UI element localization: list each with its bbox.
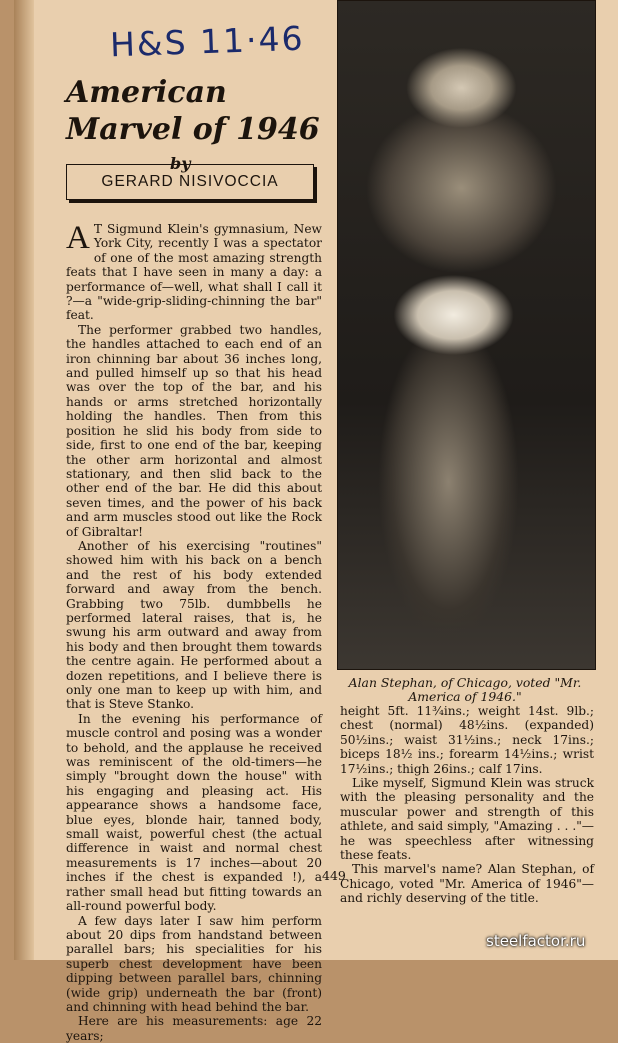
right-column [340,704,594,906]
paragraph: height 5ft. 11¾ins.; weight 14st. 9lb.; chest (normal) 48½ins. (expanded) 50½ins.; waist 31½ins.; neck 17ins.; biceps 18½ ins.; forearm 14½ins.; wrist 17½ins.; thigh 26ins.; calf 17ins. [340,704,594,776]
handwritten-note: H&S 11·46 [109,18,306,65]
paragraph: In the evening his performance of muscle control and posing was a wonder to behold, and the applause he received was reminiscent of the old-timers—he simply "brought down the house" with his engaging and pleasing act. His appearance shows a handsome face, blue eyes, blonde hair, tanned body, small waist, powerful chest (the actual difference in waist and normal chest measurements is 17 inches—about 20 inches if the chest is expanded !), a rather small head but fitting towards an all-round powerful body. [66,711,322,914]
bodybuilder-photo [337,0,596,670]
page-gutter-shadow [14,0,34,960]
paragraph: The performer grabbed two handles, the handles attached to each end of an iron chinning bar about 36 inches long, and pulled himself up so that his head was over the top of the bar, and his hands or arms stretched horizontally holding the handles. Then from this position he slid his body from side to side, first to one end of the bar, keeping the other arm horizontal and almost stationary, and then slid back to the other end of the bar. He did this about seven times, and the power of his back and arm muscles stood out like the Rock of Gibraltar! [66,322,322,539]
page-number: 449 [322,868,346,883]
photo-caption: Alan Stephan, of Chicago, voted "Mr. America of 1946." [348,675,582,704]
drop-cap: A [66,220,90,256]
author-name: GERARD NISIVOCCIA [101,173,279,190]
left-column [66,222,322,1043]
article-title: American Marvel of 1946 [66,75,320,147]
paragraph: A few days later I saw him perform about 20 dips from handstand between parallel bars; his specialities for his superb chest development have been dipping between parallel bars, chinning (wide grip) underneath the bar (front) and chinning with head behind the bar. [66,913,322,1014]
paragraph: A T Sigmund Klein's gymnasium, New York City, recently I was a spectator of one of the most amazing strength feats that I have seen in many a day: a performance of—well, what shall I call it ?—a "wide-grip-sliding-chinning the bar" feat. [66,220,322,323]
paragraph: Another of his exercising "routines" showed him with his back on a bench and the rest of his body extended forward and away from the bench. Grabbing two 75lb. dumbbells he performed lateral raises, that is, he swung his arm outward and away from his body and then brought them towards the centre again. He performed about a dozen repetitions, and I believe there is only one man to keep up with him, and that is Steve Stanko. [66,538,322,712]
paragraph: This marvel's name? Alan Stephan, of Chicago, voted "Mr. America of 1946"—and richly deserving of the title. [340,862,594,906]
byline-prefix: by [170,154,191,173]
author-box [66,164,314,200]
paragraph: Like myself, Sigmund Klein was struck with the pleasing personality and the muscular power and strength of this athlete, and said simply, "Amazing . . ."—he was speechless after witnessing these feats. [340,776,594,863]
paragraph: Here are his measurements: age 22 years; [66,1014,322,1043]
site-watermark: steelfactor.ru [486,932,586,950]
